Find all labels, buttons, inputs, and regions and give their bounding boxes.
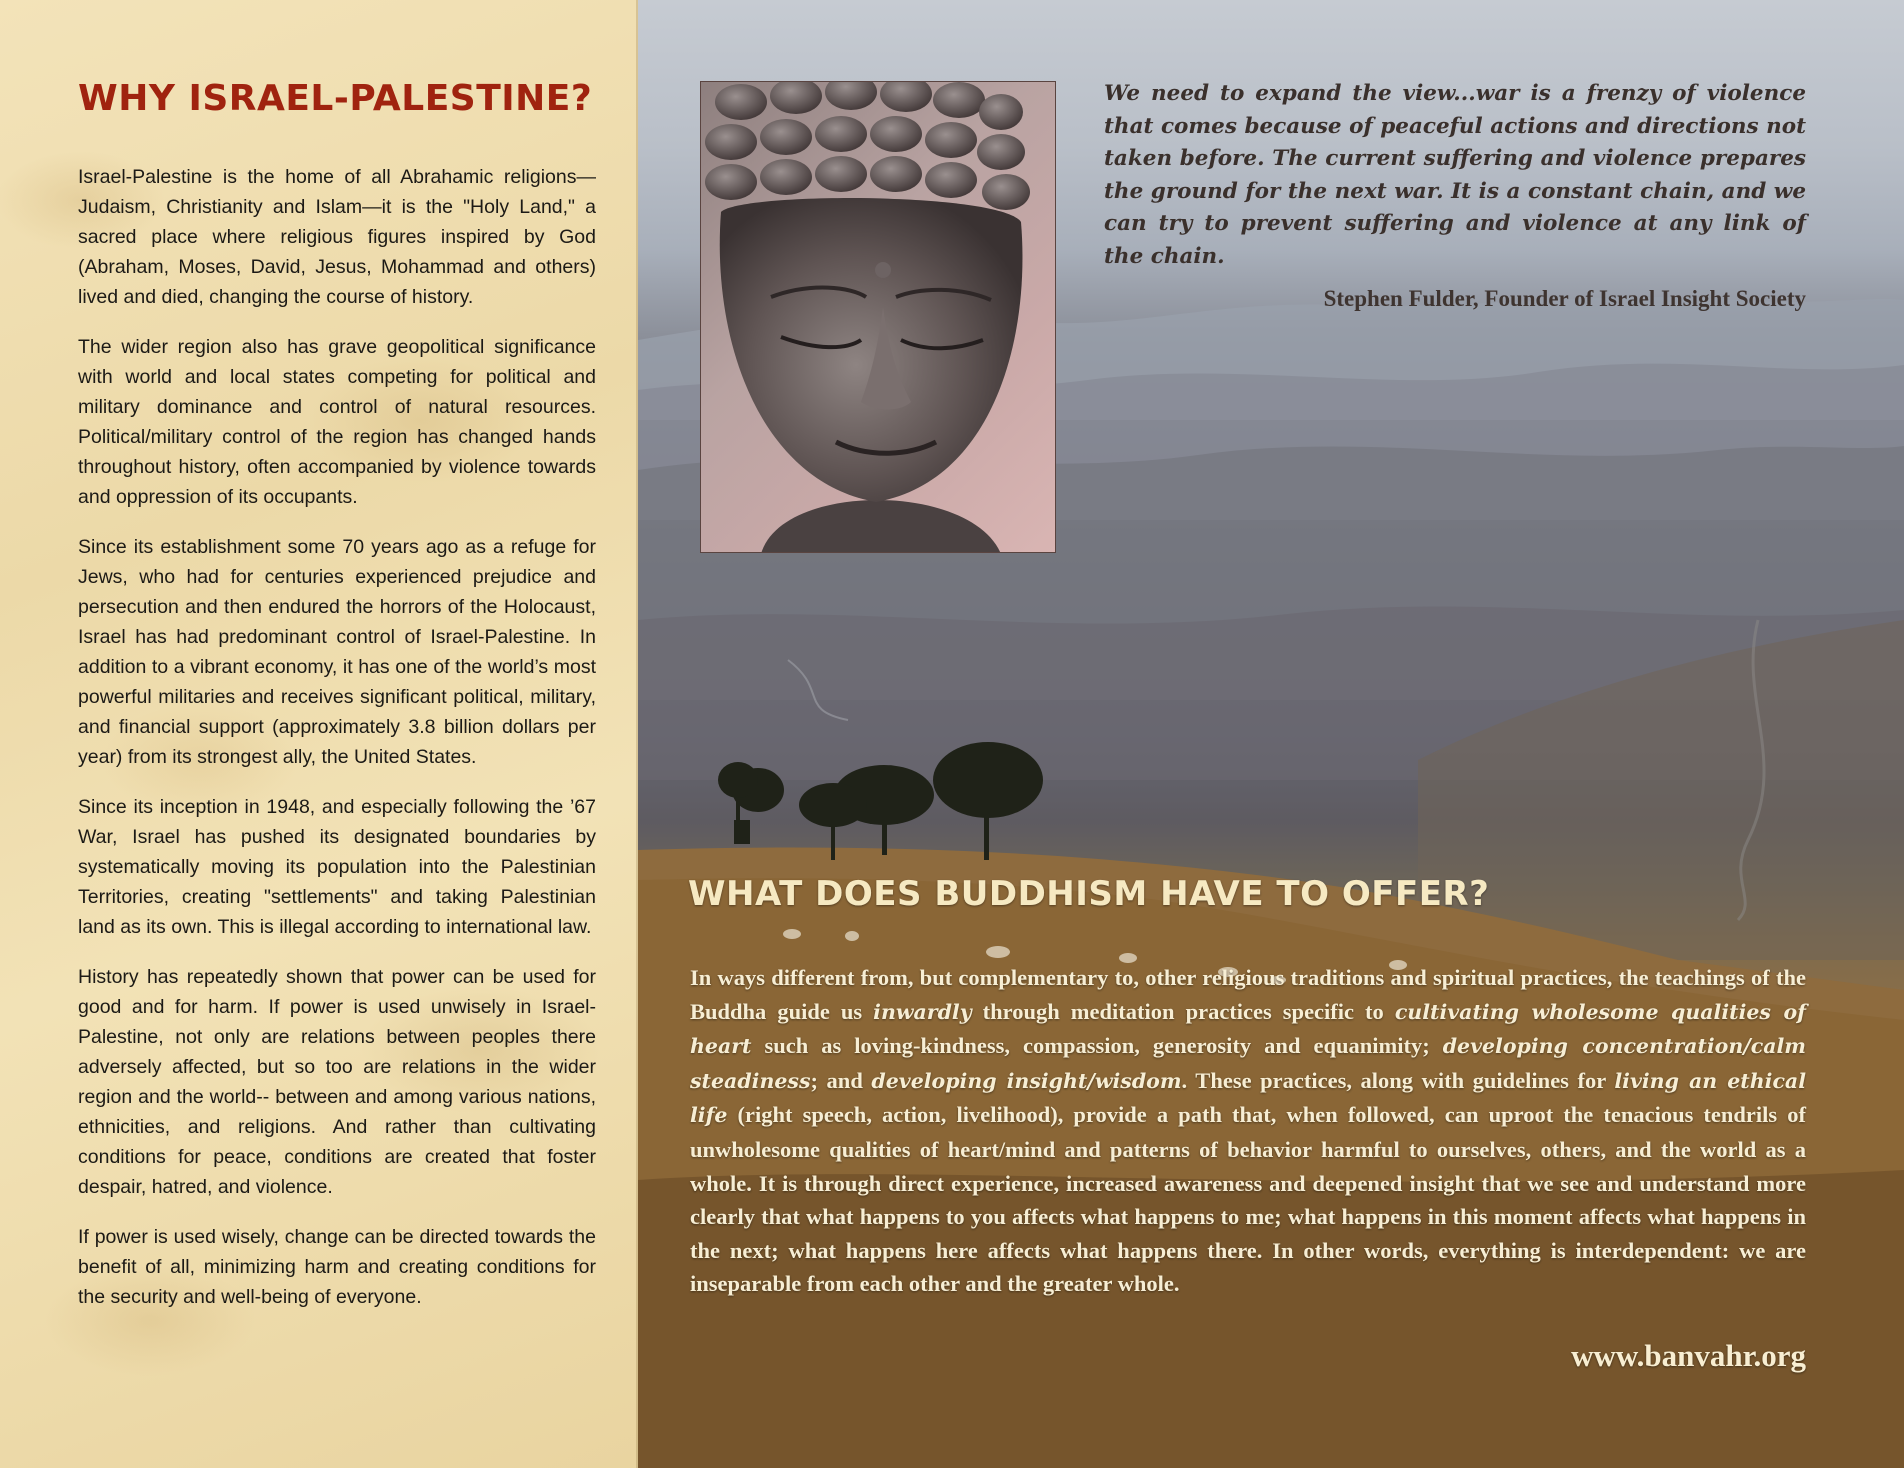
emphasis-ethical-life: living an ethical life — [690, 1068, 1806, 1128]
section-title-what-does-buddhism-offer: WHAT DOES BUDDHISM HAVE TO OFFER? — [688, 874, 1490, 914]
quote-attribution: Stephen Fulder, Founder of Israel Insight Society — [1323, 286, 1806, 311]
body-segment: such as loving-kindness, compassion, generosity and equanimity; — [751, 1033, 1443, 1059]
emphasis-concentration: developing concentration/calm steadiness — [690, 1034, 1806, 1093]
paragraph-settlements: Since its inception in 1948, and especially following the ’67 War, Israel has pushed its designated boundaries by systematically moving its population into the Palestinian Territories, creating "settlements" and taking Palestinian land as its own. This is illegal according to international law. — [78, 796, 596, 938]
body-segment: . These practices, along with guidelines for — [1181, 1067, 1615, 1093]
emphasis-inwardly: inwardly — [873, 999, 972, 1024]
left-body-text — [78, 162, 596, 1332]
website-url: www.banvahr.org — [1571, 1338, 1806, 1373]
paragraph-power-wisely: If power is used wisely, change can be directed towards the benefit of all, minimizing harm and creating conditions for the security and well-being of everyone. — [78, 1226, 596, 1308]
body-segment: through meditation practices specific to — [971, 998, 1395, 1024]
body-segment: In ways different from, but complementary to, other religious traditions and spiritual practices, the teachings of the Buddha guide us — [690, 965, 1806, 1024]
buddha-statue-photo — [700, 81, 1056, 553]
section-title-why-israel-palestine: WHY ISRAEL-PALESTINE? — [78, 78, 593, 119]
paragraph-geopolitical: The wider region also has grave geopolitical significance with world and local states competing for political and military dominance and control of natural resources. Political/military control of the region has changed hands throughout history, often accompanied by violence towards and oppression of its occupants. — [78, 336, 596, 508]
buddhism-body-text — [690, 961, 1806, 1301]
buddha-head-image — [701, 82, 1056, 553]
body-segment: ; and — [810, 1067, 872, 1093]
emphasis-insight: developing insight/wisdom — [871, 1068, 1182, 1093]
quote-text: We need to expand the view...war is a frenzy of violence that comes because of peaceful actions and directions not taken before. The current suffering and violence prepares the ground for the next war. It is a constant chain, and we can try to prevent suffering and violence at any link of the chain. — [1104, 81, 1806, 269]
right-panel-landscape — [638, 0, 1904, 1468]
paragraph-establishment: Since its establishment some 70 years ago as a refuge for Jews, who had for centuries experienced prejudice and persecution and then endured the horrors of the Holocaust, Israel has had predominant control of Israel-Palestine. In addition to a vibrant economy, it has one of the world’s most powerful militaries and receives significant political, military, and financial support (approximately 3.8 billion dollars per year) from its strongest ally, the United States. — [78, 536, 596, 768]
paragraph-power-harm: History has repeatedly shown that power can be used for good and for harm. If power is used unwisely in Israel-Palestine, not only are relations between peoples there adversely affected, but so too are relations in the wider region and the world-- between and among various nations, ethnicities, and religions. And rather than cultivating conditions for peace, conditions are created that foster despair, hatred, and violence. — [78, 966, 596, 1198]
emphasis-cultivating: cultivating wholesome qualities of heart — [690, 999, 1806, 1059]
body-segment: (right speech, action, livelihood), provide a path that, when followed, can uproot the tenacious tendrils of unwholesome qualities of heart/mind and patterns of behavior harmful to ourselves, others, and the world as a whole. It is through direct experience, increased awareness and deepened insight that we see and understand more clearly that what happens to you affects what happens to me; what happens in this moment affects what happens in the next; what happens here affects what happens there. In other words, everything is interdependent: we are inseparable from each other and the greater whole. — [690, 1102, 1806, 1297]
left-panel — [0, 0, 638, 1468]
paragraph-holy-land: Israel-Palestine is the home of all Abrahamic religions—Judaism, Christianity and Islam—it is the "Holy Land," a sacred place where religious figures inspired by God (Abraham, Moses, David, Jesus, Mohammad and others) lived and died, changing the course of history. — [78, 166, 596, 308]
